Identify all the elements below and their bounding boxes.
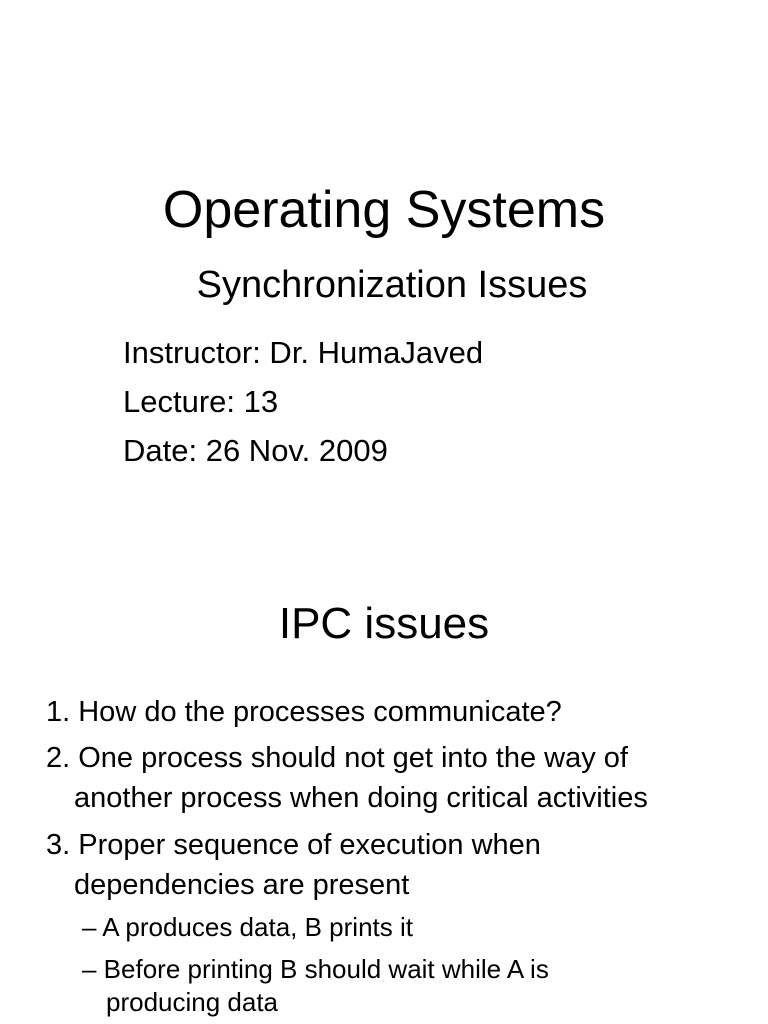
sub-list-item-text: – A produces data, B prints it [82,912,413,942]
list-item-continuation: dependencies are present [74,869,410,901]
slide-ipc-issues [0,512,768,1024]
lecture-line: Lecture: 13 [123,384,279,419]
list-item [46,825,541,905]
instructor-line: Instructor: Dr. HumaJaved [123,335,484,370]
sub-list-item [82,911,413,944]
sub-list-item-continuation: producing data [106,987,279,1017]
list-item [46,692,562,732]
sub-list-item-text: – Before printing B should wait while A is [82,954,549,984]
page-title: Operating Systems [162,181,606,239]
list-item-text: 3. Proper sequence of execution when [46,829,541,861]
list-item-continuation: another process when doing critical activities [74,782,648,814]
list-item [46,738,648,818]
slide-title: IPC issues [278,599,490,648]
list-item-text: 2. One process should not get into the way of [46,742,628,774]
date-line: Date: 26 Nov. 2009 [123,433,388,468]
page-subtitle: Synchronization Issues [196,264,588,306]
list-item-text: 1. How do the processes communicate? [46,696,562,728]
sub-list-item [82,953,549,1019]
